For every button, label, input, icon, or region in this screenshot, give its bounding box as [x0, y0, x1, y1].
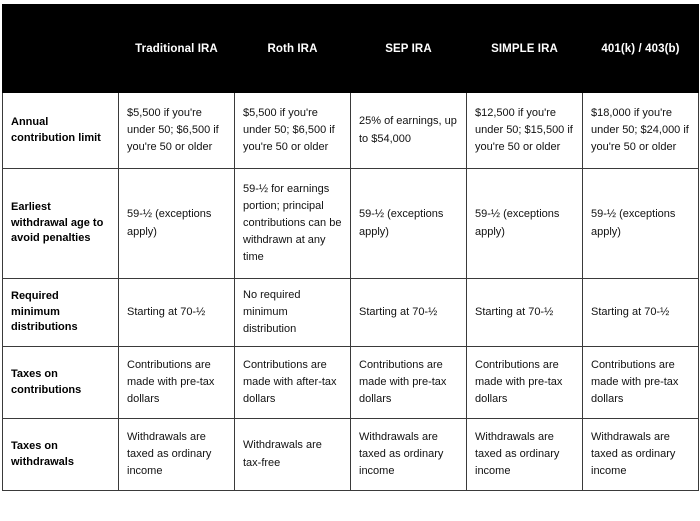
- column-header-sep-ira: SEP IRA: [351, 5, 467, 93]
- cell-rmd-401k-403b: Starting at 70-½: [583, 279, 699, 347]
- cell-earliest-withdrawal-age-sep-ira: 59-½ (exceptions apply): [351, 169, 467, 279]
- table-row: [3, 93, 699, 169]
- cell-taxes-withdrawals-roth-ira: Withdrawals are tax-free: [235, 419, 351, 491]
- cell-rmd-simple-ira: Starting at 70-½: [467, 279, 583, 347]
- cell-annual-contribution-limit-simple-ira: $12,500 if you're under 50; $15,500 if you're 50 or older: [467, 93, 583, 169]
- table-row: [3, 347, 699, 419]
- row-label-taxes-on-withdrawals: Taxes on withdrawals: [3, 419, 119, 491]
- cell-taxes-contributions-simple-ira: Contributions are made with pre-tax dollars: [467, 347, 583, 419]
- column-header-401k-403b: 401(k) / 403(b): [583, 5, 699, 93]
- column-header-simple-ira: SIMPLE IRA: [467, 5, 583, 93]
- table-header-row: [3, 5, 699, 93]
- cell-annual-contribution-limit-roth-ira: $5,500 if you're under 50; $6,500 if you're 50 or older: [235, 93, 351, 169]
- row-label-earliest-withdrawal-age: Earliest withdrawal age to avoid penalties: [3, 169, 119, 279]
- cell-taxes-contributions-roth-ira: Contributions are made with after-tax dollars: [235, 347, 351, 419]
- cell-taxes-contributions-traditional-ira: Contributions are made with pre-tax dollars: [119, 347, 235, 419]
- column-header-traditional-ira: Traditional IRA: [119, 5, 235, 93]
- cell-rmd-sep-ira: Starting at 70-½: [351, 279, 467, 347]
- table-row: [3, 279, 699, 347]
- cell-taxes-contributions-401k-403b: Contributions are made with pre-tax dollars: [583, 347, 699, 419]
- cell-taxes-withdrawals-sep-ira: Withdrawals are taxed as ordinary income: [351, 419, 467, 491]
- cell-earliest-withdrawal-age-401k-403b: 59-½ (exceptions apply): [583, 169, 699, 279]
- row-label-taxes-on-contributions: Taxes on contributions: [3, 347, 119, 419]
- row-label-required-minimum-distributions: Required minimum distributions: [3, 279, 119, 347]
- cell-annual-contribution-limit-sep-ira: 25% of earnings, up to $54,000: [351, 93, 467, 169]
- cell-earliest-withdrawal-age-simple-ira: 59-½ (exceptions apply): [467, 169, 583, 279]
- cell-annual-contribution-limit-401k-403b: $18,000 if you're under 50; $24,000 if you're 50 or older: [583, 93, 699, 169]
- row-label-annual-contribution-limit: Annual contribution limit: [3, 93, 119, 169]
- column-header-roth-ira: Roth IRA: [235, 5, 351, 93]
- table-row: [3, 419, 699, 491]
- cell-taxes-withdrawals-traditional-ira: Withdrawals are taxed as ordinary income: [119, 419, 235, 491]
- comparison-table: [2, 4, 699, 491]
- cell-earliest-withdrawal-age-roth-ira: 59-½ for earnings portion; principal contributions can be withdrawn at any time: [235, 169, 351, 279]
- table-corner-cell: [3, 5, 119, 93]
- cell-taxes-contributions-sep-ira: Contributions are made with pre-tax dollars: [351, 347, 467, 419]
- cell-taxes-withdrawals-401k-403b: Withdrawals are taxed as ordinary income: [583, 419, 699, 491]
- cell-rmd-roth-ira: No required minimum distribution: [235, 279, 351, 347]
- cell-taxes-withdrawals-simple-ira: Withdrawals are taxed as ordinary income: [467, 419, 583, 491]
- cell-earliest-withdrawal-age-traditional-ira: 59-½ (exceptions apply): [119, 169, 235, 279]
- cell-annual-contribution-limit-traditional-ira: $5,500 if you're under 50; $6,500 if you're 50 or older: [119, 93, 235, 169]
- cell-rmd-traditional-ira: Starting at 70-½: [119, 279, 235, 347]
- table-row: [3, 169, 699, 279]
